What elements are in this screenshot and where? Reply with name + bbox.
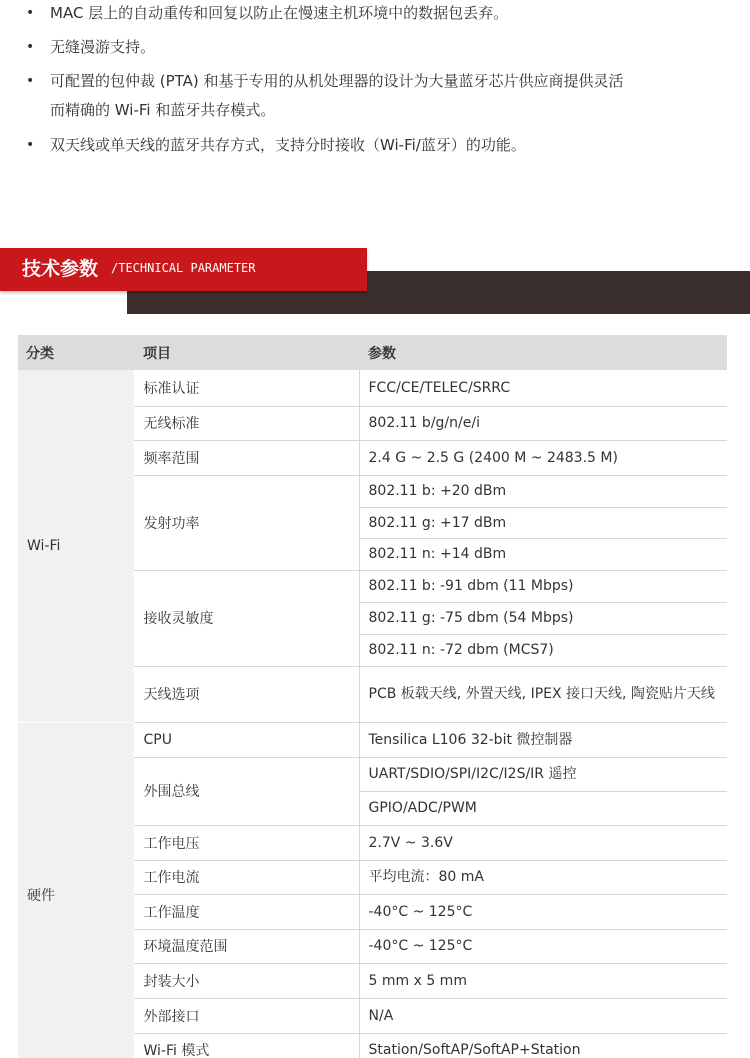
item-cell: 天线选项: [134, 666, 359, 722]
value-cell: 802.11 n: -72 dbm (MCS7): [359, 634, 727, 666]
list-item: • 双天线或单天线的蓝牙共存方式，支持分时接收（Wi-Fi/蓝牙）的功能。: [26, 130, 526, 160]
section-banner: [0, 248, 750, 314]
header-value: 参数: [359, 335, 727, 370]
spec-table: [18, 335, 727, 1058]
item-cell: CPU: [134, 722, 359, 757]
list-item: • MAC 层上的自动重传和回复以防止在慢速主机环境中的数据包丢弃。: [26, 0, 508, 28]
item-cell: 工作电流: [134, 860, 359, 894]
item-cell: 接收灵敏度: [134, 570, 359, 666]
category-cell: Wi-Fi: [18, 370, 134, 722]
item-cell: 频率范围: [134, 440, 359, 475]
bullet-icon: •: [26, 137, 35, 153]
section-subtitle: /TECHNICAL PARAMETER: [111, 261, 256, 275]
value-cell: N/A: [359, 998, 727, 1033]
value-cell: 802.11 b: -91 dbm (11 Mbps): [359, 570, 727, 602]
category-cell: 硬件: [18, 722, 134, 1058]
item-cell: 环境温度范围: [134, 929, 359, 963]
list-item: • 无缝漫游支持。: [26, 32, 155, 62]
value-cell: 5 mm x 5 mm: [359, 963, 727, 998]
bullet-icon: •: [26, 5, 35, 21]
value-cell: 平均电流：80 mA: [359, 860, 727, 894]
value-cell: -40°C ~ 125°C: [359, 894, 727, 929]
value-cell: PCB 板载天线, 外置天线, IPEX 接口天线, 陶瓷贴片天线: [359, 666, 727, 722]
table-row: [18, 722, 727, 757]
item-cell: 标准认证: [134, 370, 359, 406]
bullet-icon: •: [26, 73, 35, 89]
list-item-continuation: 而精确的 Wi-Fi 和蓝牙共存模式。: [50, 101, 276, 119]
item-cell: 工作温度: [134, 894, 359, 929]
value-cell: 802.11 b/g/n/e/i: [359, 406, 727, 440]
table-header-row: [18, 335, 727, 370]
bullet-icon: •: [26, 39, 35, 55]
item-cell: Wi-Fi 模式: [134, 1033, 359, 1058]
table-row: [18, 370, 727, 406]
value-cell: 802.11 n: +14 dBm: [359, 538, 727, 570]
value-cell: Station/SoftAP/SoftAP+Station: [359, 1033, 727, 1058]
value-cell: UART/SDIO/SPI/I2C/I2S/IR 遥控: [359, 757, 727, 791]
value-cell: -40°C ~ 125°C: [359, 929, 727, 963]
value-cell: FCC/CE/TELEC/SRRC: [359, 370, 727, 406]
item-cell: 封装大小: [134, 963, 359, 998]
list-item: • 可配置的包仲裁 (PTA) 和基于专用的从机处理器的设计为大量蓝牙芯片供应商提供灵活: [26, 66, 624, 96]
value-cell: Tensilica L106 32-bit 微控制器: [359, 722, 727, 757]
item-cell: 无线标准: [134, 406, 359, 440]
value-cell: GPIO/ADC/PWM: [359, 791, 727, 825]
header-item: 项目: [134, 335, 359, 370]
header-category: 分类: [18, 335, 134, 370]
banner-red-bar: [0, 248, 367, 291]
item-cell: 发射功率: [134, 475, 359, 570]
value-cell: 802.11 b: +20 dBm: [359, 475, 727, 507]
value-cell: 2.4 G ~ 2.5 G (2400 M ~ 2483.5 M): [359, 440, 727, 475]
section-title: 技术参数: [22, 258, 99, 280]
item-cell: 工作电压: [134, 825, 359, 860]
value-cell: 802.11 g: -75 dbm (54 Mbps): [359, 602, 727, 634]
item-cell: 外围总线: [134, 757, 359, 825]
value-cell: 802.11 g: +17 dBm: [359, 507, 727, 538]
value-cell: 2.7V ~ 3.6V: [359, 825, 727, 860]
item-cell: 外部接口: [134, 998, 359, 1033]
